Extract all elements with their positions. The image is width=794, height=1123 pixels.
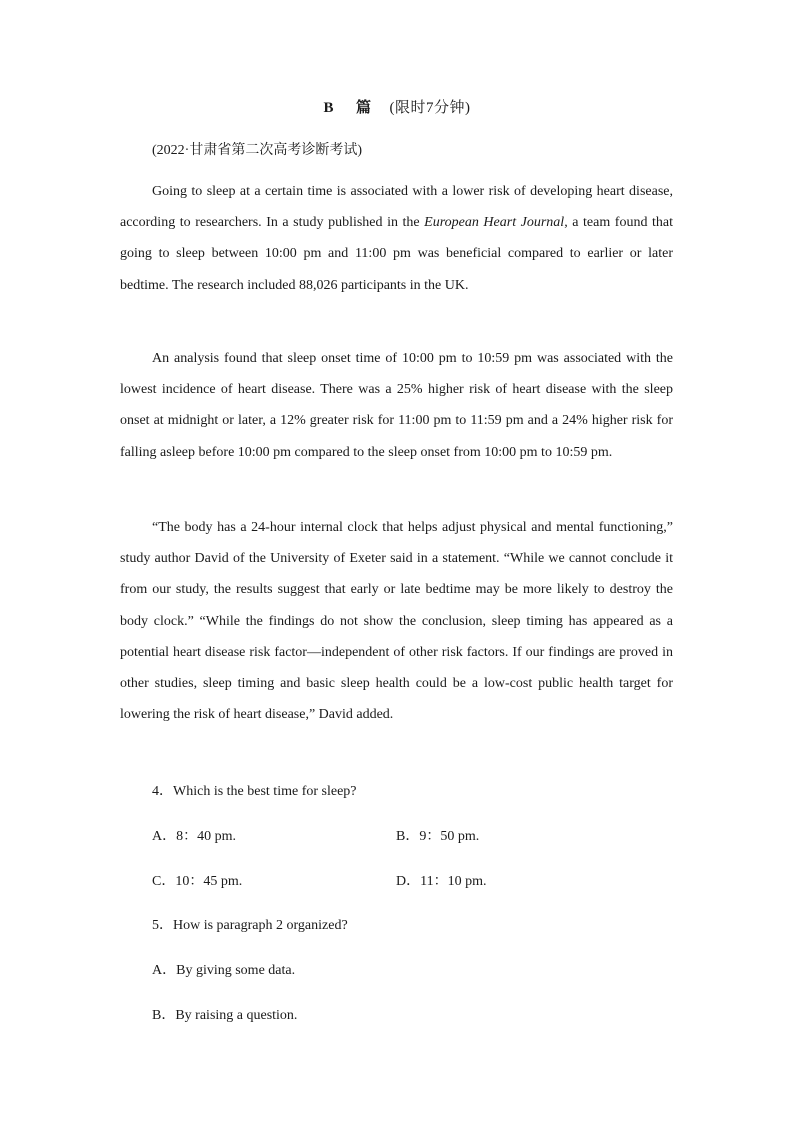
section-letter: B: [323, 100, 334, 116]
section-title: [0, 96, 794, 117]
question-4-option-d: D．11：10 pm.: [396, 874, 487, 889]
question-4-option-b: B．9：50 pm.: [396, 829, 480, 844]
question-5-option-b: B．By raising a question.: [152, 1008, 298, 1023]
question-4-option-c: C．10：45 pm.: [152, 874, 243, 889]
paragraph-1: [120, 176, 673, 301]
section-pian: 篇: [356, 100, 372, 116]
paragraph-2: An analysis found that sleep onset time of 10:00 pm to 10:59 pm was associated with the lowest incidence of heart disease. There was a 25% higher risk of heart disease with the sleep onset at midnight or later, a 12% greater risk for 11:00 pm to 11:59 pm and a 24% higher risk for falling asleep before 10:00 pm compared to the sleep onset from 10:00 pm to 10:59 pm.: [120, 351, 673, 460]
question-4-stem: 4．Which is the best time for sleep?: [152, 784, 357, 799]
paragraph-1-part-a: Going to sleep at a certain time is associated with a lower risk of developing heart disease, according to researchers. In a study published in the: [120, 184, 673, 231]
question-5-stem: 5．How is paragraph 2 organized?: [152, 918, 348, 933]
journal-name: European Heart Journal: [424, 215, 565, 231]
question-4-option-a: A．8：40 pm.: [152, 829, 236, 844]
source-note: (2022·甘肃省第二次高考诊断考试): [152, 143, 362, 158]
time-limit: (限时7分钟): [389, 100, 471, 116]
question-5-option-a: A．By giving some data.: [152, 963, 296, 978]
paragraph-1-part-b: , a team found that going to sleep between 10:00 pm and 11:00 pm was beneficial compared to earlier or later bedtime. The research included 88,026 participants in the UK.: [120, 215, 673, 293]
paragraph-3: “The body has a 24-hour internal clock that helps adjust physical and mental functioning,” study author David of the University of Exeter said in a statement. “While we cannot conclude it from our study, the results suggest that early or late bedtime may be more likely to destroy the body clock.” “While the findings do not show the conclusion, sleep timing has appeared as a potential heart disease risk factor—independent of other risk factors. If our findings are proved in other studies, sleep timing and basic sleep health could be a low-cost public health target for lowering the risk of heart disease,” David added.: [120, 520, 673, 723]
